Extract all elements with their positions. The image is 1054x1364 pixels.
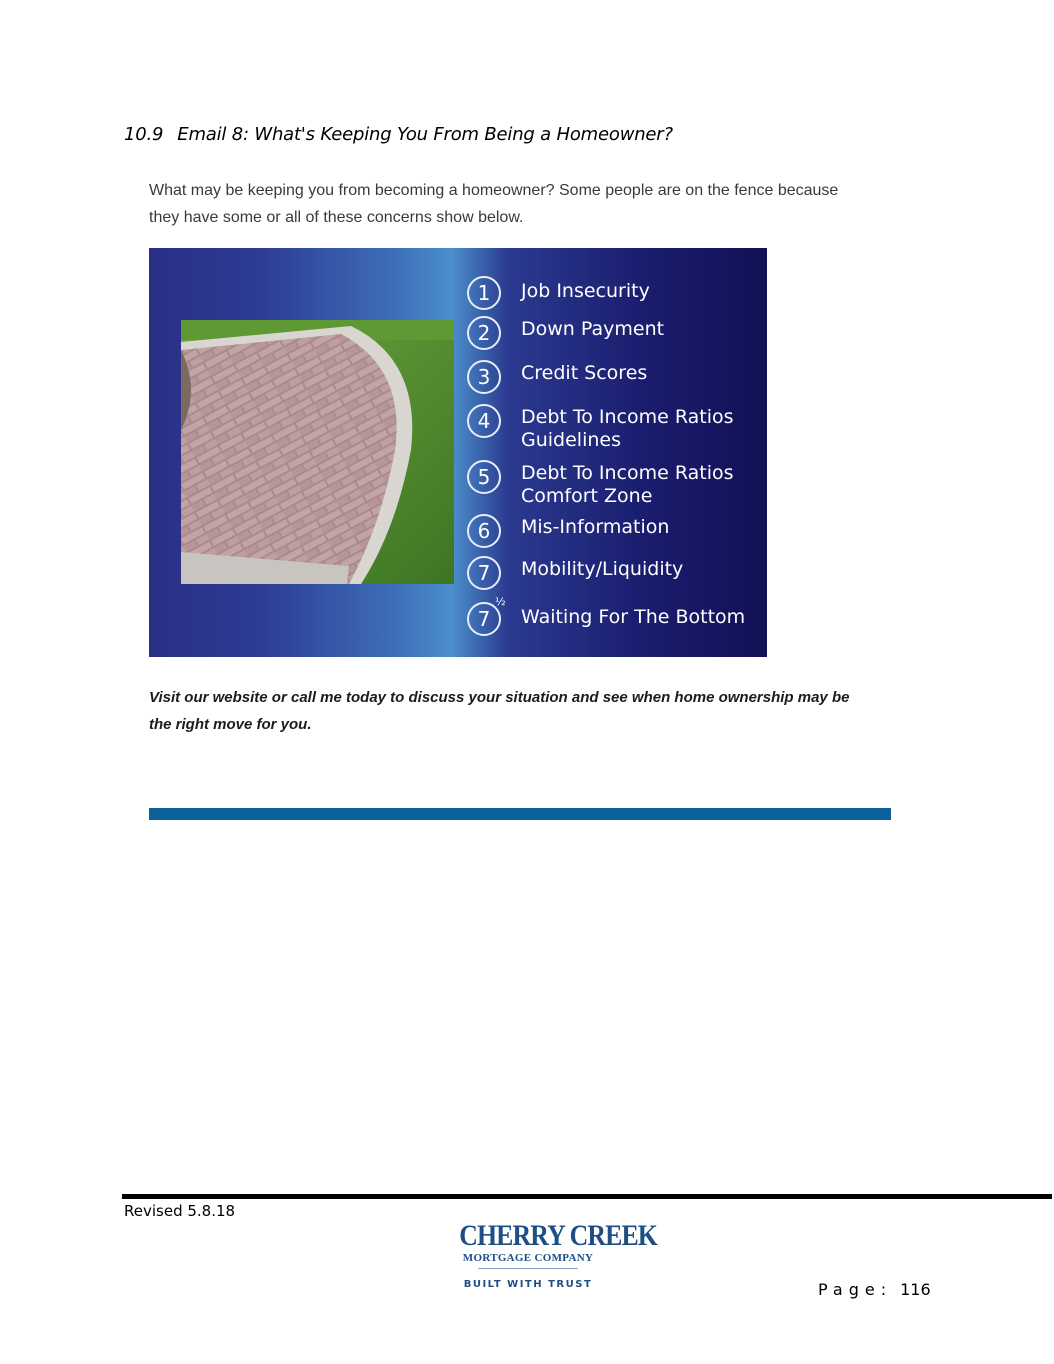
intro-paragraph: What may be keeping you from becoming a homeowner? Some people are on the fence because they have some or all of these concerns show below. [149,182,839,226]
item-label: Debt To Income Ratios Guidelines [521,406,734,451]
section-heading [124,124,673,145]
item-label: Job Insecurity [521,280,650,302]
list-item [467,556,751,590]
number-badge: 1 [467,276,501,310]
page-number [818,1280,931,1299]
walkway-illustration [181,320,454,584]
logo-tagline: BUILT WITH TRUST [463,1279,593,1290]
section-title: Email 8: What's Keeping You From Being a Homeowner? [177,124,673,145]
list-item [467,316,751,350]
number-badge: 4 [467,404,501,438]
item-label: Debt To Income Ratios Comfort Zone [521,462,734,507]
list-item [467,276,751,310]
page-label: Page: [818,1280,893,1299]
list-item [467,404,736,452]
page-number-value: 116 [900,1280,931,1299]
number-badge: 2 [467,316,501,350]
number-badge: 7 [467,556,501,590]
number-badge: 3 [467,360,501,394]
call-to-action: Visit our website or call me today to discuss your situation and see when home ownership may be the right move for you. [149,689,850,733]
revised-date: Revised 5.8.18 [124,1202,236,1220]
walkway-photo [181,320,454,584]
item-label: Waiting For The Bottom [521,606,746,628]
list-item [467,514,751,548]
half-fraction: ½ [495,595,506,608]
number-badge: 5 [467,460,501,494]
section-divider [149,808,891,820]
item-label: Mobility/Liquidity [521,558,684,580]
section-number: 10.9 [124,124,164,145]
list-item [467,595,751,636]
concerns-banner [149,248,767,657]
logo-wordmark: CHERRY CREEK [459,1219,658,1252]
item-label: Down Payment [521,318,665,340]
company-logo [448,1219,658,1290]
item-label: Credit Scores [521,362,648,384]
list-item [467,460,736,508]
number-badge: 6 [467,514,501,548]
number-badge: 7 ½ [467,602,501,636]
item-label: Mis-Information [521,516,670,538]
footer-rule [122,1194,1052,1199]
list-item [467,360,751,394]
logo-subtitle: MORTGAGE COMPANY [462,1252,594,1264]
logo-divider [478,1268,578,1269]
